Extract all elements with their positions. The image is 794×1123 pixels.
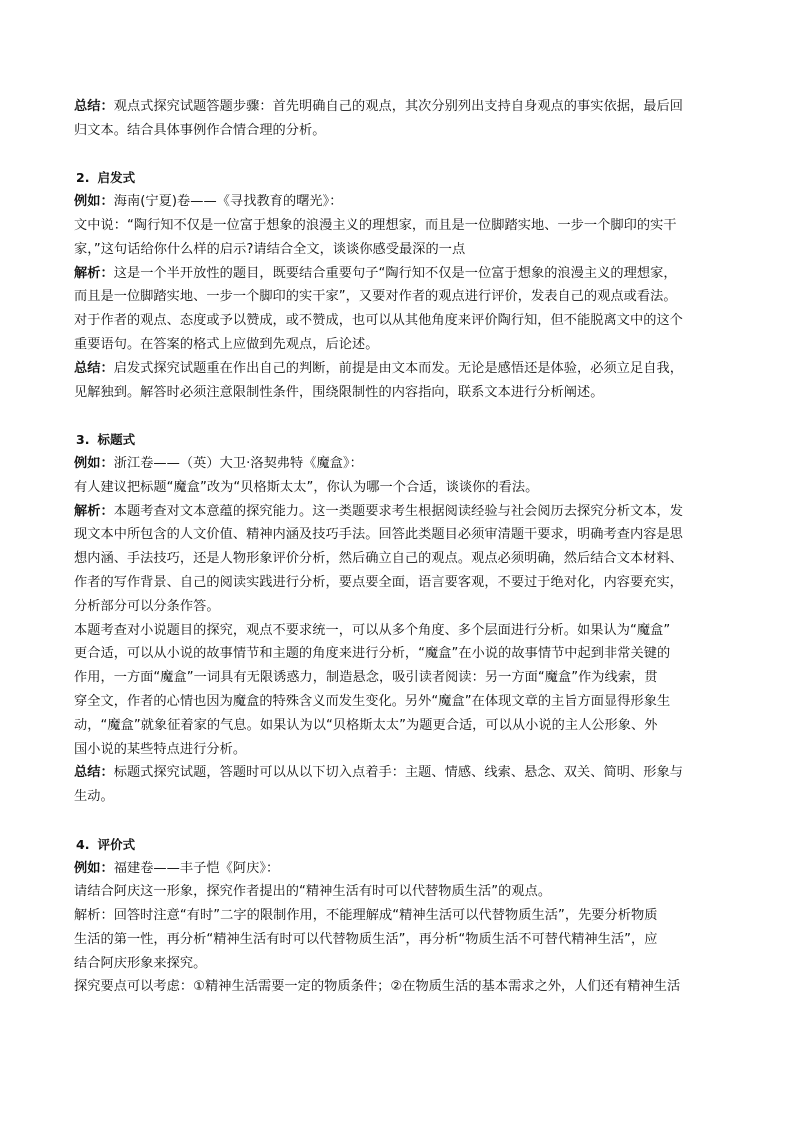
text-line bbox=[74, 381, 720, 405]
paragraph bbox=[74, 262, 720, 357]
line-text: 生动。 bbox=[74, 789, 114, 805]
paragraph-label: 解析： bbox=[74, 503, 114, 519]
text-line bbox=[74, 690, 720, 714]
text-line bbox=[74, 262, 720, 286]
line-text: 归文本。结合具体事例作合情合理的分析。 bbox=[74, 122, 326, 138]
text-line bbox=[74, 714, 720, 738]
text-line bbox=[74, 95, 720, 119]
line-text: 而且是一位脚踏实地、一步一个脚印的实干家”，又要对作者的观点进行评价，发表自己的观点或看法。 bbox=[74, 289, 677, 305]
text-line bbox=[74, 952, 720, 976]
document-page bbox=[74, 95, 720, 999]
text-line bbox=[74, 476, 720, 500]
line-text: 福建卷——丰子恺《阿庆》： bbox=[113, 860, 280, 876]
text-line bbox=[74, 357, 720, 381]
text-line bbox=[74, 595, 720, 619]
text-line bbox=[74, 119, 720, 143]
line-text: 观点式探究试题答题步骤：首先明确自己的观点，其次分别列出支持自身观点的事实依据，最后回 bbox=[113, 99, 683, 114]
line-text: 请结合阿庆这一形象，探究作者提出的“精神生活有时可以代替物质生活”的观点。 bbox=[74, 884, 552, 900]
paragraph bbox=[74, 619, 720, 762]
text-line bbox=[74, 857, 720, 881]
text-line bbox=[74, 500, 720, 524]
text-line bbox=[74, 309, 720, 333]
line-text: 探究要点可以考虑：①精神生活需要一定的物质条件；②在物质生活的基本需求之外，人们还有精神生活 bbox=[74, 979, 681, 995]
section-title: 评价式 bbox=[97, 836, 136, 852]
paragraph bbox=[74, 904, 720, 975]
paragraph-gap bbox=[74, 404, 720, 428]
paragraph-label: 总结： bbox=[74, 765, 114, 781]
section-number: 2. bbox=[76, 170, 90, 186]
paragraph bbox=[74, 95, 720, 143]
text-line bbox=[74, 619, 720, 643]
text-line bbox=[74, 547, 720, 571]
text-line bbox=[74, 880, 720, 904]
section-title: 标题式 bbox=[97, 432, 136, 448]
line-text: 重要语句。在答案的格式上应做到先观点，后论述。 bbox=[74, 336, 379, 352]
line-text: 分析部分可以分条作答。 bbox=[74, 598, 220, 614]
paragraph bbox=[74, 857, 720, 881]
paragraph-label: 例如： bbox=[74, 194, 114, 210]
line-text: 解析：回答时注意“有时”二字的限制作用，不能理解成“精神生活可以代替物质生活”，先要分析物质 bbox=[74, 908, 658, 924]
text-line bbox=[74, 738, 720, 762]
text-line bbox=[74, 571, 720, 595]
text-line bbox=[74, 642, 720, 666]
text-line bbox=[74, 904, 720, 928]
line-text: 想内涵、手法技巧，还是人物形象评价分析，然后确立自己的观点。观点必须明确，然后结合文本材料、 bbox=[74, 551, 683, 567]
line-text: 有人建议把标题“魔盒”改为“贝格斯太太”，你认为哪一个合适，谈谈你的看法。 bbox=[74, 479, 539, 495]
line-text: 国小说的某些特点进行分析。 bbox=[74, 741, 247, 757]
paragraph-gap bbox=[74, 143, 720, 167]
paragraph bbox=[74, 500, 720, 619]
paragraph bbox=[74, 190, 720, 214]
line-text: 对于作者的观点、态度或予以赞成，或不赞成，也可以从其他角度来评价陶行知，但不能脱离文中的这个 bbox=[74, 313, 683, 329]
line-text: 见解独到。解答时必须注意限制性条件，围绕限制性的内容指向，联系文本进行分析阐述。 bbox=[74, 384, 604, 400]
section-title: 启发式 bbox=[97, 170, 136, 186]
paragraph-label: 总结： bbox=[74, 99, 114, 114]
line-text: 标题式探究试题，答题时可以从以下切入点着手：主题、情感、线索、悬念、双关、简明、形象与 bbox=[113, 765, 683, 781]
text-line bbox=[74, 285, 720, 309]
text-line bbox=[74, 975, 720, 999]
text-line bbox=[74, 333, 720, 357]
text-line bbox=[74, 238, 720, 262]
paragraph-label: 总结： bbox=[74, 360, 114, 376]
line-text: 动，“魔盒”就象征着家的气息。如果认为以“贝格斯太太”为题更合适，可以从小说的主人公形象、外 bbox=[74, 717, 658, 733]
line-text: 文中说：“陶行知不仅是一位富于想象的浪漫主义的理想家，而且是一位脚踏实地、一步一个脚印的实干 bbox=[74, 217, 677, 233]
line-text: 浙江卷——（英）大卫·洛契弗特《魔盒》： bbox=[113, 455, 363, 471]
paragraph-label: 解析： bbox=[74, 265, 114, 281]
line-text: 海南(宁夏)卷——《寻找教育的曙光》： bbox=[113, 194, 343, 210]
paragraph-gap bbox=[74, 809, 720, 833]
section-heading bbox=[74, 833, 720, 857]
text-line bbox=[74, 761, 720, 785]
line-text: 更合适，可以从小说的故事情节和主题的角度来进行分析，“魔盒”在小说的故事情节中起到非常关键的 bbox=[74, 646, 671, 662]
line-text: 生活的第一性，再分析“精神生活有时可以代替物质生活”，再分析“物质生活不可替代精神生活”，应 bbox=[74, 931, 658, 947]
text-line bbox=[74, 785, 720, 809]
paragraph bbox=[74, 975, 720, 999]
line-text: 家，”这句话给你什么样的启示?请结合全文，谈谈你感受最深的一点 bbox=[74, 241, 466, 257]
text-line bbox=[74, 928, 720, 952]
paragraph bbox=[74, 357, 720, 405]
line-text: 作者的写作背景、自己的阅读实践进行分析，要点要全面，语言要客观，不要过于绝对化，内容要充实， bbox=[74, 574, 683, 590]
line-text: 这是一个半开放性的题目，既要结合重要句子“陶行知不仅是一位富于想象的浪漫主义的理想家， bbox=[113, 265, 677, 281]
paragraph bbox=[74, 214, 720, 262]
text-line bbox=[74, 452, 720, 476]
paragraph bbox=[74, 880, 720, 904]
paragraph bbox=[74, 761, 720, 809]
section-number: 3. bbox=[76, 432, 90, 448]
section-heading bbox=[74, 428, 720, 452]
section-number: 4. bbox=[76, 836, 90, 852]
text-line bbox=[74, 523, 720, 547]
paragraph bbox=[74, 452, 720, 476]
paragraph-label: 例如： bbox=[74, 860, 114, 876]
paragraph-label: 例如： bbox=[74, 455, 114, 471]
line-text: 现文本中所包含的人文价值、精神内涵及技巧手法。回答此类题目必须审清题干要求，明确考查内容是思 bbox=[74, 527, 683, 543]
line-text: 作用，一方面“魔盒”一词具有无限诱惑力，制造悬念，吸引读者阅读：另一方面“魔盒”作为线索，贯 bbox=[74, 670, 658, 686]
text-line bbox=[74, 214, 720, 238]
text-line bbox=[74, 190, 720, 214]
line-text: 结合阿庆形象来探究。 bbox=[74, 955, 207, 971]
section-heading bbox=[74, 166, 720, 190]
line-text: 穿全文，作者的心情也因为魔盒的特殊含义而发生变化。另外“魔盒”在体现文章的主旨方面显得形象生 bbox=[74, 693, 671, 709]
text-line bbox=[74, 666, 720, 690]
line-text: 本题考查对小说题目的探究，观点不要求统一，可以从多个角度、多个层面进行分析。如果认为“魔盒” bbox=[74, 622, 671, 638]
line-text: 启发式探究试题重在作出自己的判断，前提是由文本而发。无论是感悟还是体验，必须立足自我， bbox=[113, 360, 683, 376]
paragraph bbox=[74, 476, 720, 500]
line-text: 本题考查对文本意蕴的探究能力。这一类题要求考生根据阅读经验与社会阅历去探究分析文本，发 bbox=[113, 503, 683, 519]
